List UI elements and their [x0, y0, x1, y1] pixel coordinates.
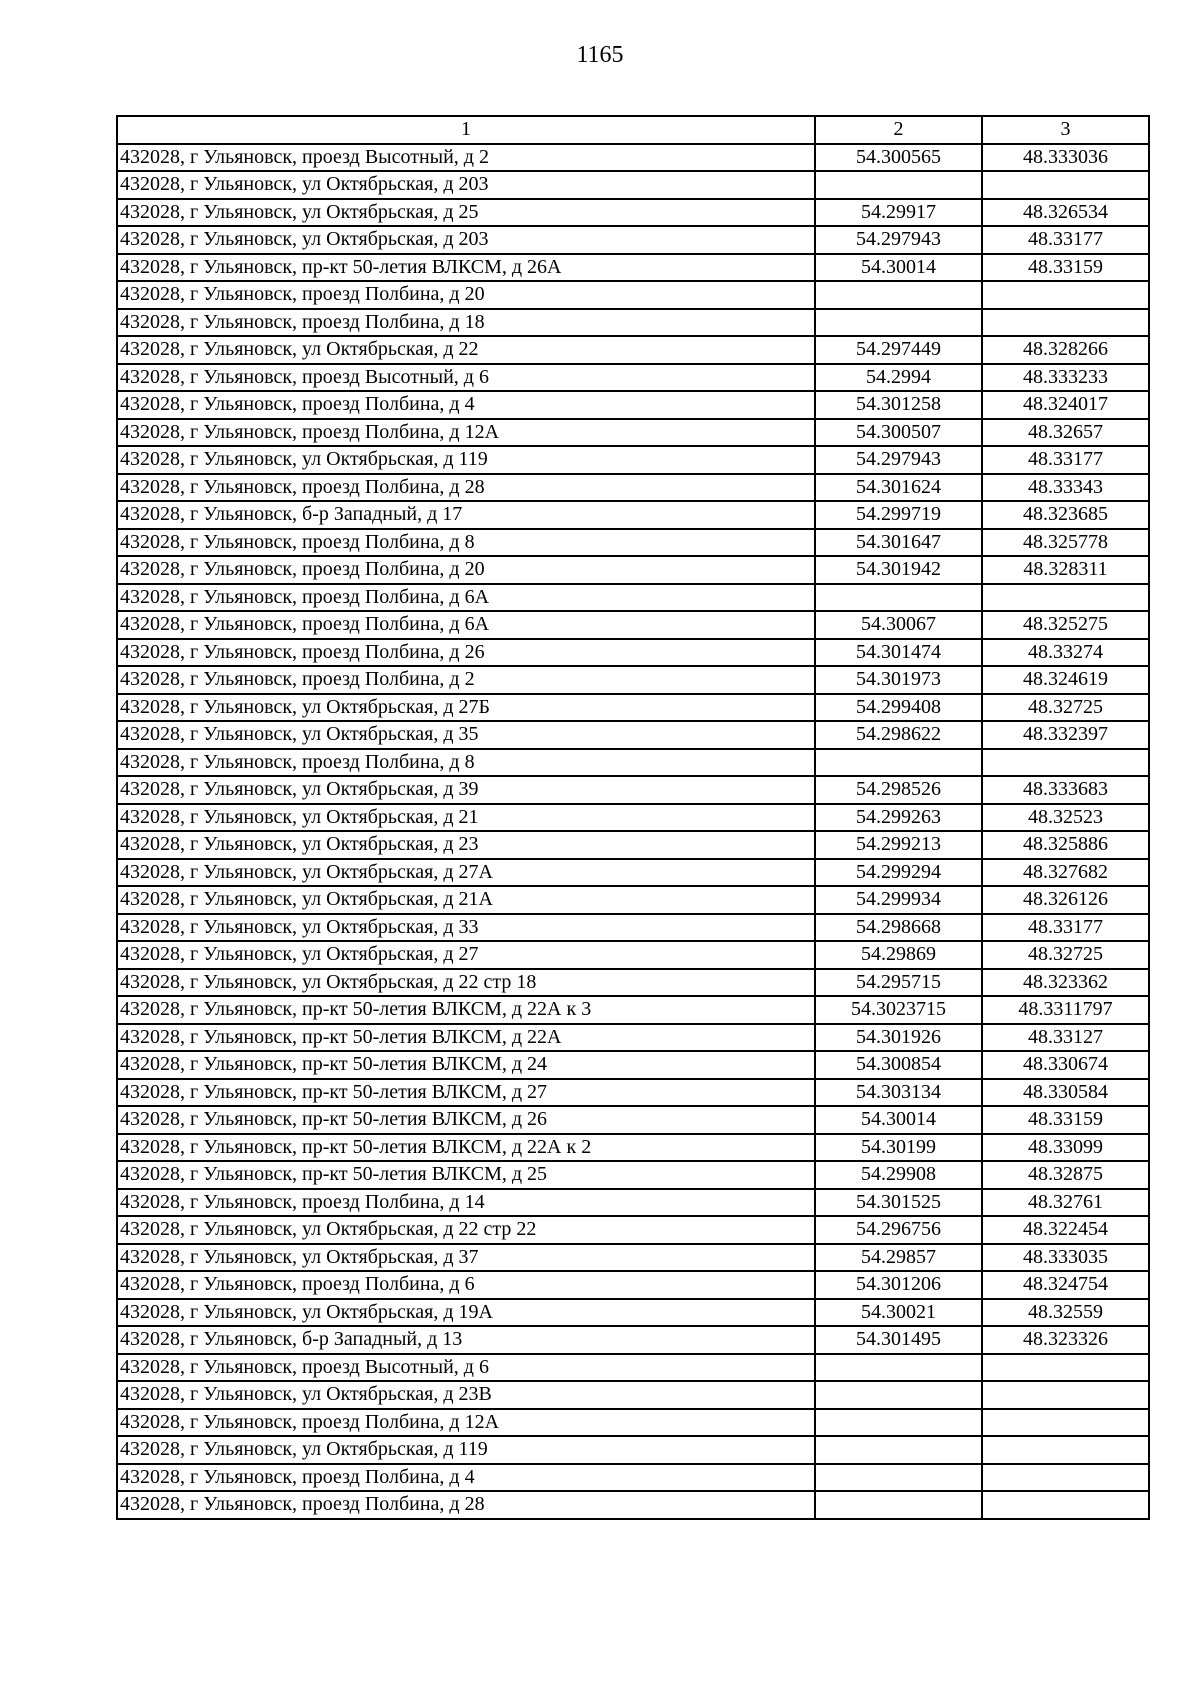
- address-cell: 432028, г Ульяновск, ул Октябрьская, д 23В: [117, 1381, 815, 1409]
- table-row: [117, 1244, 1149, 1272]
- table-row: [117, 941, 1149, 969]
- latitude-cell: [815, 1381, 982, 1409]
- longitude-cell: 48.33177: [982, 914, 1149, 942]
- latitude-cell: 54.299408: [815, 694, 982, 722]
- address-cell: 432028, г Ульяновск, ул Октябрьская, д 27Б: [117, 694, 815, 722]
- table-row: [117, 474, 1149, 502]
- table-row: [117, 1436, 1149, 1464]
- latitude-cell: 54.303134: [815, 1079, 982, 1107]
- address-coordinates-table: [116, 115, 1150, 1520]
- table-row: [117, 199, 1149, 227]
- longitude-cell: 48.324619: [982, 666, 1149, 694]
- longitude-cell: 48.333036: [982, 144, 1149, 172]
- longitude-cell: [982, 1436, 1149, 1464]
- address-cell: 432028, г Ульяновск, проезд Полбина, д 4: [117, 391, 815, 419]
- table-row: [117, 501, 1149, 529]
- address-cell: 432028, г Ульяновск, проезд Полбина, д 26: [117, 639, 815, 667]
- longitude-cell: 48.324017: [982, 391, 1149, 419]
- longitude-cell: 48.325886: [982, 831, 1149, 859]
- address-cell: 432028, г Ульяновск, проезд Полбина, д 4: [117, 1464, 815, 1492]
- address-cell: 432028, г Ульяновск, ул Октябрьская, д 203: [117, 171, 815, 199]
- latitude-cell: 54.298622: [815, 721, 982, 749]
- address-cell: 432028, г Ульяновск, ул Октябрьская, д 27: [117, 941, 815, 969]
- address-cell: 432028, г Ульяновск, пр-кт 50-летия ВЛКСМ, д 22А: [117, 1024, 815, 1052]
- table-row: [117, 721, 1149, 749]
- table-row: [117, 1161, 1149, 1189]
- latitude-cell: 54.299934: [815, 886, 982, 914]
- latitude-cell: 54.298668: [815, 914, 982, 942]
- latitude-cell: 54.298526: [815, 776, 982, 804]
- longitude-cell: 48.323326: [982, 1326, 1149, 1354]
- table-row: [117, 1189, 1149, 1217]
- longitude-cell: [982, 1354, 1149, 1382]
- table-row: [117, 309, 1149, 337]
- table-row: [117, 1134, 1149, 1162]
- latitude-cell: [815, 1491, 982, 1519]
- table-row: [117, 364, 1149, 392]
- address-cell: 432028, г Ульяновск, пр-кт 50-летия ВЛКСМ, д 25: [117, 1161, 815, 1189]
- table-body: [117, 144, 1149, 1519]
- latitude-cell: 54.29869: [815, 941, 982, 969]
- latitude-cell: 54.297943: [815, 226, 982, 254]
- table-row: [117, 144, 1149, 172]
- latitude-cell: 54.29857: [815, 1244, 982, 1272]
- longitude-cell: [982, 1491, 1149, 1519]
- table-row: [117, 281, 1149, 309]
- address-cell: 432028, г Ульяновск, пр-кт 50-летия ВЛКСМ, д 26: [117, 1106, 815, 1134]
- table-row: [117, 1051, 1149, 1079]
- longitude-cell: 48.325275: [982, 611, 1149, 639]
- longitude-cell: 48.33177: [982, 226, 1149, 254]
- address-cell: 432028, г Ульяновск, ул Октябрьская, д 25: [117, 199, 815, 227]
- table-row: [117, 666, 1149, 694]
- table-row: [117, 171, 1149, 199]
- address-cell: 432028, г Ульяновск, проезд Полбина, д 6А: [117, 584, 815, 612]
- table-row: [117, 804, 1149, 832]
- longitude-cell: 48.324754: [982, 1271, 1149, 1299]
- table-row: [117, 529, 1149, 557]
- longitude-cell: 48.32761: [982, 1189, 1149, 1217]
- table-row: [117, 831, 1149, 859]
- latitude-cell: 54.301926: [815, 1024, 982, 1052]
- longitude-cell: 48.33343: [982, 474, 1149, 502]
- longitude-cell: 48.32523: [982, 804, 1149, 832]
- latitude-cell: 54.30067: [815, 611, 982, 639]
- address-cell: 432028, г Ульяновск, проезд Полбина, д 20: [117, 556, 815, 584]
- latitude-cell: 54.301942: [815, 556, 982, 584]
- table-row: [117, 1409, 1149, 1437]
- longitude-cell: 48.33177: [982, 446, 1149, 474]
- address-cell: 432028, г Ульяновск, ул Октябрьская, д 119: [117, 446, 815, 474]
- longitude-cell: 48.332397: [982, 721, 1149, 749]
- table-row: [117, 639, 1149, 667]
- table-row: [117, 1271, 1149, 1299]
- column-header-1: 1: [117, 116, 815, 144]
- latitude-cell: 54.30014: [815, 254, 982, 282]
- longitude-cell: [982, 1464, 1149, 1492]
- table-row: [117, 886, 1149, 914]
- longitude-cell: 48.325778: [982, 529, 1149, 557]
- address-cell: 432028, г Ульяновск, ул Октябрьская, д 119: [117, 1436, 815, 1464]
- latitude-cell: [815, 309, 982, 337]
- latitude-cell: [815, 1436, 982, 1464]
- column-header-2: 2: [815, 116, 982, 144]
- table-row: [117, 611, 1149, 639]
- latitude-cell: [815, 281, 982, 309]
- latitude-cell: [815, 584, 982, 612]
- longitude-cell: 48.32657: [982, 419, 1149, 447]
- address-cell: 432028, г Ульяновск, пр-кт 50-летия ВЛКСМ, д 22А к 3: [117, 996, 815, 1024]
- latitude-cell: 54.299213: [815, 831, 982, 859]
- longitude-cell: [982, 1381, 1149, 1409]
- table-row: [117, 749, 1149, 777]
- latitude-cell: 54.295715: [815, 969, 982, 997]
- table-row: [117, 446, 1149, 474]
- latitude-cell: 54.301973: [815, 666, 982, 694]
- table-row: [117, 914, 1149, 942]
- latitude-cell: 54.30021: [815, 1299, 982, 1327]
- latitude-cell: 54.29917: [815, 199, 982, 227]
- latitude-cell: 54.301647: [815, 529, 982, 557]
- longitude-cell: 48.330584: [982, 1079, 1149, 1107]
- table-row: [117, 1299, 1149, 1327]
- longitude-cell: 48.322454: [982, 1216, 1149, 1244]
- longitude-cell: 48.32725: [982, 941, 1149, 969]
- table-row: [117, 336, 1149, 364]
- longitude-cell: 48.32725: [982, 694, 1149, 722]
- table-row: [117, 1464, 1149, 1492]
- page-number: 1165: [576, 42, 624, 68]
- table-row: [117, 584, 1149, 612]
- address-cell: 432028, г Ульяновск, ул Октябрьская, д 21А: [117, 886, 815, 914]
- table-row: [117, 969, 1149, 997]
- address-cell: 432028, г Ульяновск, проезд Полбина, д 8: [117, 749, 815, 777]
- table-header-row: [117, 116, 1149, 144]
- address-cell: 432028, г Ульяновск, ул Октябрьская, д 33: [117, 914, 815, 942]
- table-row: [117, 1354, 1149, 1382]
- address-cell: 432028, г Ульяновск, пр-кт 50-летия ВЛКСМ, д 27: [117, 1079, 815, 1107]
- latitude-cell: 54.299263: [815, 804, 982, 832]
- longitude-cell: 48.333035: [982, 1244, 1149, 1272]
- latitude-cell: 54.3023715: [815, 996, 982, 1024]
- table-row: [117, 694, 1149, 722]
- longitude-cell: [982, 749, 1149, 777]
- address-cell: 432028, г Ульяновск, пр-кт 50-летия ВЛКСМ, д 26А: [117, 254, 815, 282]
- table-row: [117, 1491, 1149, 1519]
- longitude-cell: 48.33159: [982, 254, 1149, 282]
- longitude-cell: [982, 584, 1149, 612]
- address-cell: 432028, г Ульяновск, б-р Западный, д 17: [117, 501, 815, 529]
- latitude-cell: 54.299294: [815, 859, 982, 887]
- table-row: [117, 1216, 1149, 1244]
- address-cell: 432028, г Ульяновск, ул Октябрьская, д 39: [117, 776, 815, 804]
- address-cell: 432028, г Ульяновск, ул Октябрьская, д 22 стр 18: [117, 969, 815, 997]
- longitude-cell: 48.327682: [982, 859, 1149, 887]
- address-cell: 432028, г Ульяновск, проезд Полбина, д 12А: [117, 1409, 815, 1437]
- longitude-cell: 48.328266: [982, 336, 1149, 364]
- table-row: [117, 419, 1149, 447]
- table-row: [117, 254, 1149, 282]
- latitude-cell: 54.30199: [815, 1134, 982, 1162]
- address-cell: 432028, г Ульяновск, ул Октябрьская, д 21: [117, 804, 815, 832]
- longitude-cell: 48.33159: [982, 1106, 1149, 1134]
- address-cell: 432028, г Ульяновск, проезд Полбина, д 18: [117, 309, 815, 337]
- longitude-cell: 48.328311: [982, 556, 1149, 584]
- table-row: [117, 391, 1149, 419]
- address-cell: 432028, г Ульяновск, проезд Полбина, д 12А: [117, 419, 815, 447]
- latitude-cell: 54.300507: [815, 419, 982, 447]
- longitude-cell: 48.32559: [982, 1299, 1149, 1327]
- longitude-cell: 48.326126: [982, 886, 1149, 914]
- latitude-cell: 54.29908: [815, 1161, 982, 1189]
- table-row: [117, 996, 1149, 1024]
- latitude-cell: [815, 171, 982, 199]
- longitude-cell: 48.33127: [982, 1024, 1149, 1052]
- table-row: [117, 1381, 1149, 1409]
- longitude-cell: 48.326534: [982, 199, 1149, 227]
- latitude-cell: 54.300854: [815, 1051, 982, 1079]
- table-row: [117, 1326, 1149, 1354]
- latitude-cell: 54.301495: [815, 1326, 982, 1354]
- longitude-cell: [982, 1409, 1149, 1437]
- latitude-cell: 54.2994: [815, 364, 982, 392]
- table-header: [117, 116, 1149, 144]
- address-cell: 432028, г Ульяновск, проезд Высотный, д 2: [117, 144, 815, 172]
- address-cell: 432028, г Ульяновск, ул Октябрьская, д 203: [117, 226, 815, 254]
- address-cell: 432028, г Ульяновск, проезд Полбина, д 28: [117, 1491, 815, 1519]
- address-cell: 432028, г Ульяновск, ул Октябрьская, д 23: [117, 831, 815, 859]
- table-row: [117, 1024, 1149, 1052]
- address-cell: 432028, г Ульяновск, ул Октябрьская, д 27А: [117, 859, 815, 887]
- latitude-cell: 54.30014: [815, 1106, 982, 1134]
- address-cell: 432028, г Ульяновск, проезд Полбина, д 2: [117, 666, 815, 694]
- address-cell: 432028, г Ульяновск, пр-кт 50-летия ВЛКСМ, д 24: [117, 1051, 815, 1079]
- longitude-cell: 48.323362: [982, 969, 1149, 997]
- column-header-3: 3: [982, 116, 1149, 144]
- longitude-cell: 48.333233: [982, 364, 1149, 392]
- address-cell: 432028, г Ульяновск, ул Октябрьская, д 35: [117, 721, 815, 749]
- latitude-cell: 54.296756: [815, 1216, 982, 1244]
- table-row: [117, 776, 1149, 804]
- latitude-cell: [815, 1409, 982, 1437]
- latitude-cell: [815, 1464, 982, 1492]
- latitude-cell: 54.297943: [815, 446, 982, 474]
- latitude-cell: 54.301474: [815, 639, 982, 667]
- latitude-cell: 54.300565: [815, 144, 982, 172]
- address-cell: 432028, г Ульяновск, проезд Полбина, д 6А: [117, 611, 815, 639]
- latitude-cell: 54.297449: [815, 336, 982, 364]
- address-cell: 432028, г Ульяновск, проезд Полбина, д 28: [117, 474, 815, 502]
- table-row: [117, 1079, 1149, 1107]
- address-cell: 432028, г Ульяновск, проезд Полбина, д 6: [117, 1271, 815, 1299]
- latitude-cell: 54.299719: [815, 501, 982, 529]
- longitude-cell: 48.3311797: [982, 996, 1149, 1024]
- longitude-cell: 48.323685: [982, 501, 1149, 529]
- address-cell: 432028, г Ульяновск, проезд Полбина, д 20: [117, 281, 815, 309]
- address-cell: 432028, г Ульяновск, б-р Западный, д 13: [117, 1326, 815, 1354]
- address-cell: 432028, г Ульяновск, проезд Полбина, д 14: [117, 1189, 815, 1217]
- longitude-cell: [982, 309, 1149, 337]
- address-cell: 432028, г Ульяновск, ул Октябрьская, д 22 стр 22: [117, 1216, 815, 1244]
- address-cell: 432028, г Ульяновск, ул Октябрьская, д 22: [117, 336, 815, 364]
- address-cell: 432028, г Ульяновск, пр-кт 50-летия ВЛКСМ, д 22А к 2: [117, 1134, 815, 1162]
- address-cell: 432028, г Ульяновск, ул Октябрьская, д 19А: [117, 1299, 815, 1327]
- table-row: [117, 556, 1149, 584]
- latitude-cell: 54.301258: [815, 391, 982, 419]
- address-cell: 432028, г Ульяновск, проезд Высотный, д 6: [117, 1354, 815, 1382]
- longitude-cell: 48.33274: [982, 639, 1149, 667]
- latitude-cell: 54.301624: [815, 474, 982, 502]
- longitude-cell: 48.33099: [982, 1134, 1149, 1162]
- longitude-cell: 48.330674: [982, 1051, 1149, 1079]
- latitude-cell: 54.301525: [815, 1189, 982, 1217]
- latitude-cell: [815, 1354, 982, 1382]
- table-row: [117, 226, 1149, 254]
- address-cell: 432028, г Ульяновск, ул Октябрьская, д 37: [117, 1244, 815, 1272]
- longitude-cell: 48.333683: [982, 776, 1149, 804]
- latitude-cell: 54.301206: [815, 1271, 982, 1299]
- address-cell: 432028, г Ульяновск, проезд Полбина, д 8: [117, 529, 815, 557]
- address-cell: 432028, г Ульяновск, проезд Высотный, д 6: [117, 364, 815, 392]
- longitude-cell: [982, 171, 1149, 199]
- longitude-cell: [982, 281, 1149, 309]
- longitude-cell: 48.32875: [982, 1161, 1149, 1189]
- table-row: [117, 859, 1149, 887]
- latitude-cell: [815, 749, 982, 777]
- table-row: [117, 1106, 1149, 1134]
